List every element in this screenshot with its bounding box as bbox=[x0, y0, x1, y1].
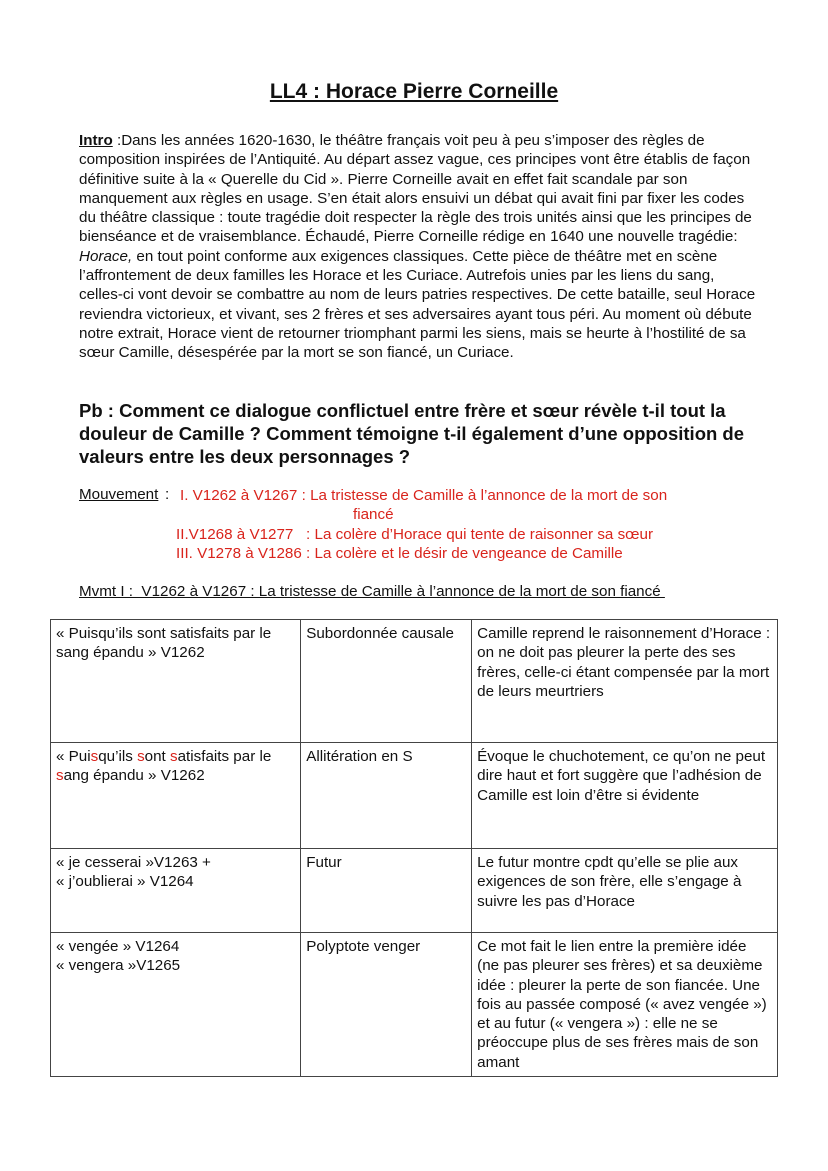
intro-text-part2: en tout point conforme aux exigences classiques. Cette pièce de théâtre met en scène l’affrontement de deux familles les Horace et les Curiace. Autrefois unies par les liens du sang, celles-ci vont devoir se combattre au nom de leurs patries respectives. De cette bataille, seul Horace reviendra victorieux, et vivant, ses 2 frères et ses adversaires ayant tous péri. Au moment où débute notre extrait, Horace vient de retourner triomphant parmi les siens, mais se heurte à l’hostilité de sa sœur Camille, désespérée par la mort se son fiancé, un Curiace. bbox=[79, 247, 756, 362]
movement-item-3 bbox=[176, 544, 623, 564]
table-row bbox=[51, 849, 778, 933]
movement-sep: : bbox=[297, 487, 311, 504]
device-cell: Subordonnée causale bbox=[301, 620, 472, 743]
analysis-cell: Le futur montre cpdt qu’elle se plie aux exigences de son frère, elle s’engage à suivre les pas d’Horace bbox=[472, 849, 778, 933]
movement-sep: : bbox=[293, 526, 315, 543]
alliteration-s: s bbox=[170, 748, 178, 765]
table-row bbox=[51, 620, 778, 743]
movement-desc: La colère et le désir de vengeance de Camille bbox=[314, 545, 623, 562]
quote-cell: « je cesserai »V1263 + « j’oublierai » V1264 bbox=[51, 849, 301, 933]
intro-text-part1: :Dans les années 1620-1630, le théâtre français voit peu à peu s’imposer des règles de composition inspirées de l’Antiquité. Au départ assez vague, ces principes vont être établis de façon définitive suite à la « Querelle du Cid ». Pierre Corneille avait en effet fait scandale par son manquement aux règles en usage. S’en était alors ensuivi un débat qui avait fini par fixer les codes du théâtre classique : toute tragédie doit respecter la règle des trois unités ainsi que les principes de bienséance et de vraisemblance. Échaudé, Pierre Corneille rédige en 1640 une nouvelle tragédie: bbox=[79, 132, 752, 246]
movement-desc: La colère d’Horace qui tente de raisonner sa sœur bbox=[314, 526, 654, 543]
alliteration-s: s bbox=[90, 748, 99, 765]
intro-play-title: Horace, bbox=[79, 247, 133, 265]
section-title: Mvmt I : V1262 à V1267 : La tristesse de Camille à l’annonce de la mort de son fiancé bbox=[79, 583, 665, 600]
movement-item-1 bbox=[180, 486, 667, 506]
movement-range: I. V1262 à V1267 bbox=[180, 487, 298, 504]
movement-item-2 bbox=[176, 525, 653, 545]
movements-label: Mouvement bbox=[79, 486, 159, 503]
intro-paragraph bbox=[79, 131, 759, 363]
movement-sep: : bbox=[301, 545, 315, 562]
alliteration-s: s bbox=[137, 748, 145, 765]
device-cell: Allitération en S bbox=[301, 743, 472, 849]
problematic: Pb : Comment ce dialogue conflictuel entre frère et sœur révèle t-il tout la douleur de Camille ? Comment témoigne t-il également d’une opposition de valeurs entre les deux personnages ? bbox=[79, 400, 745, 467]
quote-cell: « Puisqu’ils sont satisfaits par le sang épandu » V1262 bbox=[51, 620, 301, 743]
analysis-cell: Ce mot fait le lien entre la première idée (ne pas pleurer ses frères) et sa deuxième idée : pleurer la perte de son fiancée. Une fois au passée composé (« avez vengée ») et au futur (« vengera ») : elle ne se préoccupe plus de ses frères mais de son amant bbox=[472, 933, 778, 1077]
device-cell: Polyptote venger bbox=[301, 933, 472, 1077]
movement-range: III. V1278 à V1286 bbox=[176, 545, 302, 562]
movement-item-1-continued: fiancé bbox=[353, 506, 394, 523]
movement-desc: La tristesse de Camille à l’annonce de la mort de son bbox=[310, 487, 668, 504]
analysis-table bbox=[50, 619, 778, 1077]
quote-cell: « vengée » V1264 « vengera »V1265 bbox=[51, 933, 301, 1077]
table-row bbox=[51, 743, 778, 849]
alliteration-s: s bbox=[56, 767, 64, 785]
analysis-cell: Évoque le chuchotement, ce qu’on ne peut dire haut et fort suggère que l’adhésion de Camille est loin d’être si évidente bbox=[472, 743, 778, 849]
table-row bbox=[51, 933, 778, 1077]
analysis-cell: Camille reprend le raisonnement d’Horace : on ne doit pas pleurer la perte des ses frères, celle-ci étant compensée par la mort de leurs meurtriers bbox=[472, 620, 778, 743]
device-cell: Futur bbox=[301, 849, 472, 933]
movements-separator: : bbox=[165, 486, 170, 503]
document-title: LL4 : Horace Pierre Corneille bbox=[269, 80, 559, 103]
movement-range: II.V1268 à V1277 bbox=[176, 526, 294, 543]
quote-cell: « Puisqu’ils sont satisfaits par le sang épandu » V1262 bbox=[51, 743, 301, 849]
intro-lead: Intro bbox=[79, 132, 113, 149]
